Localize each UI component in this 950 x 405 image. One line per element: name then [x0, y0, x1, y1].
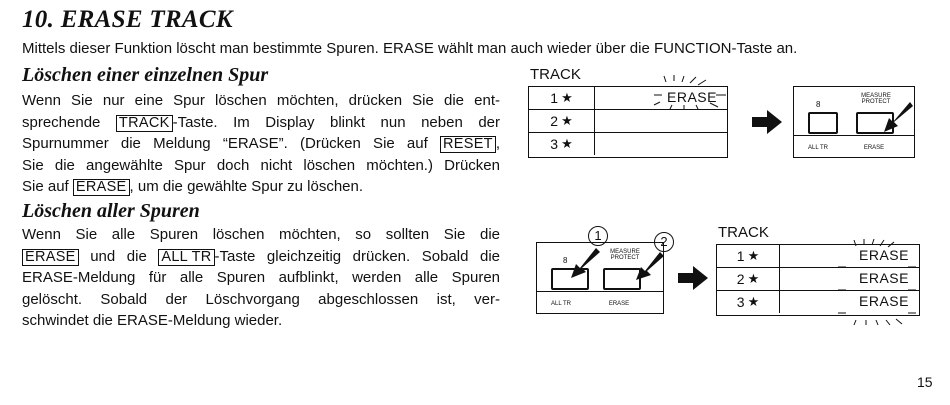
step-1-badge: 1 [588, 226, 608, 246]
button-panel: 8 MEASURE PROTECT ALL TR ERASE [536, 242, 664, 314]
section2-heading: Löschen aller Spuren [22, 200, 200, 222]
track-row: 1 ★ [717, 245, 919, 268]
arrow-right-icon [752, 110, 782, 134]
track-row: 2 ★ [529, 110, 727, 133]
erase-blink-text: ERASE [667, 89, 717, 105]
blink-rays-icon [650, 74, 730, 110]
erase-blink-text: ERASE [859, 293, 909, 309]
erase-key-label: ERASE [73, 179, 130, 196]
step-2-badge: 2 [654, 232, 674, 252]
section2-line: gelöscht. Sobald der Löschvorgang abgeschlossen ist, ver- [22, 290, 500, 308]
star-icon: ★ [747, 294, 760, 309]
section2-paragraph [22, 224, 500, 332]
all-tr-button [808, 112, 838, 134]
intro-text: Mittels dieser Funktion löscht man bestimmte Spuren. ERASE wählt man auch wieder über die FUNCTION-Taste an. [22, 40, 798, 57]
section1-paragraph [22, 90, 500, 198]
star-icon: ★ [561, 90, 573, 105]
reset-key-label: RESET [440, 136, 496, 153]
section2-line: ERASE-Meldung für alle Spuren aufblinkt, werden alle Spuren [22, 269, 500, 286]
section2-line: Wenn Sie alle Spuren löschen möchten, so sollten Sie die [22, 226, 500, 243]
track-key-label: TRACK [116, 115, 173, 132]
section1-line: Sie die angewählte Spur doch nicht löschen möchten.) Drücken [22, 156, 500, 174]
all-tr-key-label: ALL TR [158, 249, 214, 266]
section1-line: Sie auf ERASE , um die gewählte Spur zu löschen. [22, 178, 364, 195]
track-row: 2 ★ [717, 268, 919, 291]
press-arrow-icon [566, 246, 602, 280]
arrow-right-icon [678, 266, 708, 290]
track-display-label: TRACK [530, 66, 581, 83]
press-arrow-icon [880, 100, 914, 134]
track-row: 3 ★ [717, 291, 919, 313]
star-icon: ★ [561, 113, 573, 128]
erase-key-label: ERASE [22, 249, 79, 266]
section2-line: ERASE und die ALL TR -Taste gleichzeitig drücken. Sobald die [22, 246, 500, 268]
blink-rays-icon [836, 230, 918, 326]
track-row: 3 ★ [529, 133, 727, 155]
star-icon: ★ [561, 136, 573, 151]
erase-blink-text: ERASE [859, 270, 909, 286]
section1-line: Spurnummer die Meldung “ERASE”. (Drücken Sie auf RESET , [22, 135, 500, 152]
erase-blink-text: ERASE [859, 247, 909, 263]
page-title: 10. ERASE TRACK [22, 6, 233, 33]
section1-line: Wenn Sie nur eine Spur löschen möchten, drücken Sie die ent- [22, 92, 500, 109]
star-icon: ★ [747, 271, 760, 286]
press-arrow-icon [632, 250, 666, 282]
section1-line: sprechende TRACK -Taste. Im Display blinkt nun neben der [22, 113, 500, 131]
track-display-label: TRACK [718, 224, 769, 241]
section2-line: schwindet die ERASE-Meldung wieder. [22, 312, 283, 329]
section1-heading: Löschen einer einzelnen Spur [22, 64, 269, 86]
star-icon: ★ [747, 248, 760, 263]
page-number: 15 [917, 374, 933, 390]
track-row: 1 ★ [529, 87, 727, 110]
button-panel: 8 MEASURE PROTECT ALL TR ERASE [793, 86, 915, 158]
